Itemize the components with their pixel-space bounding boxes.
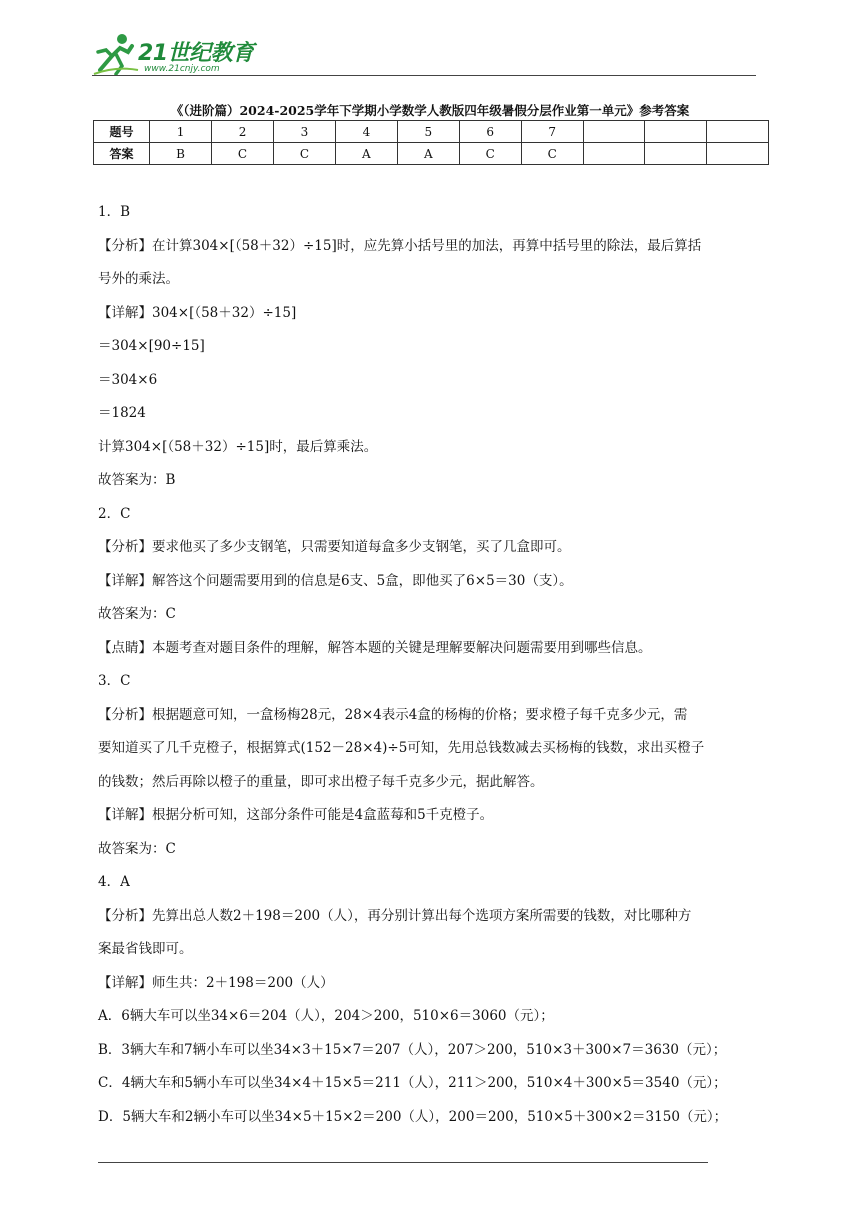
content-line: 3．C (98, 673, 131, 689)
question-number: 4 (335, 121, 397, 143)
answer-cell (645, 143, 707, 165)
document-title: 《（进阶篇）2024-2025学年下学期小学数学人教版四年级暑假分层作业第一单元》参考答案 (170, 103, 690, 118)
content-line: 【详解】解答这个问题需要用到的信息是6支、5盒，即他买了6×5＝30（支）。 (98, 572, 573, 589)
answer-cell (707, 143, 769, 165)
content-line: A．6辆大车可以坐34×6＝204（人），204＞200，510×6＝3060（元）； (98, 1008, 554, 1024)
question-number (583, 121, 645, 143)
content-line: 4．A (98, 874, 130, 890)
question-number: 1 (150, 121, 212, 143)
content-line: 2．C (98, 505, 131, 522)
content-line: 【详解】师生共：2＋198＝200（人） (98, 974, 334, 991)
content-line: 故答案为：B (98, 472, 176, 488)
answer-cell: C (521, 143, 583, 165)
question-number: 6 (459, 121, 521, 143)
row-label-answer: 答案 (94, 143, 150, 165)
content-line: 的钱数；然后再除以橙子的重量，即可求出橙子每千克多少元，据此解答。 (98, 773, 544, 790)
content-line: 【详解】304×[（58＋32）÷15] (98, 304, 297, 321)
answer-cell (583, 143, 645, 165)
content-line: 【分析】要求他买了多少支钢笔，只需要知道每盒多少支钢笔，买了几盒即可。 (98, 539, 571, 555)
answer-cell: A (335, 143, 397, 165)
header-divider (92, 75, 756, 76)
answer-cell: A (397, 143, 459, 165)
logo (92, 30, 272, 78)
answer-table (93, 120, 769, 165)
content-line: 【分析】在计算304×[（58＋32）÷15]时，应先算小括号里的加法，再算中括号里的除法，最后算括 (98, 237, 702, 254)
content-line: 计算304×[（58＋32）÷15]时，最后算乘法。 (98, 438, 378, 455)
runner-logo-icon (92, 30, 140, 78)
content-line: 1．B (98, 204, 131, 220)
content-line: 【分析】根据题意可知，一盒杨梅28元，28×4表示4盒的杨梅的价格；要求橙子每千克多少元，需 (98, 706, 688, 723)
content-line: 号外的乘法。 (98, 271, 179, 287)
content-line: ＝304×6 (98, 371, 158, 388)
content-line: 要知道买了几千克橙子，根据算式(152－28×4)÷5可知，先用总钱数减去买杨梅的钱数，求出买橙子 (98, 740, 705, 756)
row-label-number: 题号 (94, 121, 150, 143)
question-number: 7 (521, 121, 583, 143)
content-line: 案最省钱即可。 (98, 941, 193, 957)
content-line: D．5辆大车和2辆小车可以坐34×5＋15×2＝200（人），200＝200，510×5＋300×2＝3150（元）； (98, 1108, 728, 1125)
question-number: 2 (212, 121, 274, 143)
content-line: 故答案为：C (98, 606, 176, 622)
question-number: 5 (397, 121, 459, 143)
logo-url: www.21cnjy.com (144, 64, 220, 74)
answer-explanations (98, 196, 766, 1134)
footer-divider (98, 1162, 708, 1163)
content-line: ＝1824 (98, 405, 146, 421)
content-line: B．3辆大车和7辆小车可以坐34×3＋15×7＝207（人），207＞200，510×3＋300×7＝3630（元）； (98, 1041, 727, 1058)
question-number: 3 (273, 121, 335, 143)
content-line: 故答案为：C (98, 840, 176, 857)
content-line: C．4辆大车和5辆小车可以坐34×4＋15×5＝211（人），211＞200，510×4＋300×5＝3540（元）； (98, 1075, 727, 1091)
answer-cell: C (212, 143, 274, 165)
content-line: 【点睛】本题考查对题目条件的理解，解答本题的关键是理解要解决问题需要用到哪些信息。 (98, 639, 652, 656)
content-line: ＝304×[90÷15] (98, 338, 205, 354)
question-number (645, 121, 707, 143)
content-line: 【详解】根据分析可知，这部分条件可能是4盒蓝莓和5千克橙子。 (98, 807, 494, 823)
question-number (707, 121, 769, 143)
answer-cell: C (273, 143, 335, 165)
logo-text: 21世纪教育 (138, 41, 254, 66)
page-header (92, 30, 756, 78)
table-row (94, 121, 769, 143)
content-line: 【分析】先算出总人数2＋198＝200（人），再分别计算出每个选项方案所需要的钱数，对比哪种方 (98, 907, 692, 924)
answer-cell: B (150, 143, 212, 165)
table-row (94, 143, 769, 165)
answer-cell: C (459, 143, 521, 165)
